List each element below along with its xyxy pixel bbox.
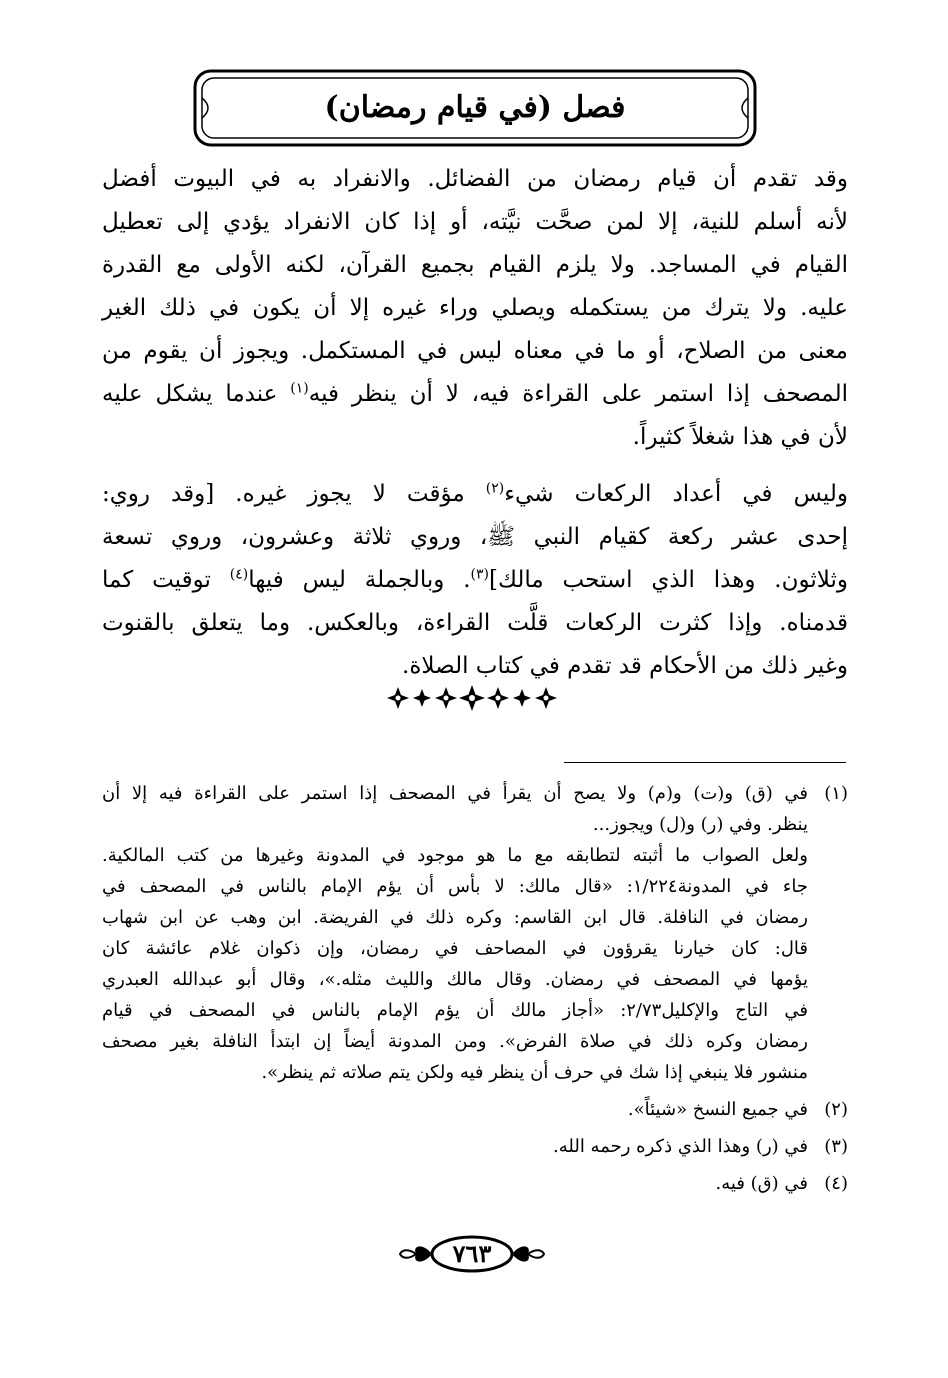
star-ornament-icon — [384, 680, 560, 716]
page-number-frame — [398, 1232, 546, 1276]
footnote-body: في (ر) وهذا الذي ذكره رحمه الله. — [553, 1136, 808, 1157]
text-segment: مؤقت لا يجوز غيره. [وقد روي: — [102, 481, 486, 507]
footnote-ref-4[interactable]: (٤) — [229, 566, 249, 583]
footnote-line: ولعل الصواب ما أثبته لتطابقه مع ما هو موجود في المدونة وغيرها من كتب المالكية. — [102, 845, 808, 866]
footnote-4 — [102, 1168, 848, 1199]
text-line: عليه. ولا يترك من يستكمله ويصلي وراء غيره إلا أن يكون في ذلك الغير — [102, 295, 848, 321]
footnote-body: في (ق) فيه. — [715, 1173, 808, 1194]
footnote-ref-2[interactable]: (٢) — [485, 480, 505, 497]
footnote-ref-3[interactable]: (٣) — [470, 566, 489, 583]
footnote-1-continuation — [102, 840, 848, 1088]
text-segment: وثلاثون. وهذا الذي استحب مالك] — [489, 567, 849, 593]
footnote-body: في جميع النسخ «شيئاً». — [627, 1099, 808, 1120]
chapter-title: فصل (في قيام رمضان) — [324, 90, 626, 125]
section-end-ornament — [384, 680, 560, 716]
footnote-line: في التاج والإكليل٢/٧٣: «أجاز مالك أن يؤم الإمام بالناس في المصحف في قيام — [102, 1000, 808, 1021]
footnote-ref-1[interactable]: (١) — [290, 380, 309, 397]
footnote-3 — [102, 1131, 848, 1162]
text-line: معنى من الصلاح، أو ما في معناه ليس في المستكمل. ويجوز أن يقوم من — [102, 338, 848, 364]
text-line — [102, 473, 848, 516]
paragraph-1 — [102, 158, 848, 459]
text-line: وقد تقدم أن قيام رمضان من الفضائل. والانفراد به في البيوت أفضل — [102, 166, 848, 192]
text-line: القيام في المساجد. ولا يلزم القيام بجميع القرآن، لكنه الأولى مع القدرة — [102, 252, 848, 278]
footnote-line: منشور فلا ينبغي إذا شك في حرف أن ينظر فيه ولكن يتم صلاته ثم ينظر». — [261, 1062, 808, 1083]
footnote-body — [102, 778, 808, 840]
text-line — [102, 373, 848, 416]
footnote-1 — [102, 778, 848, 840]
main-text — [102, 158, 848, 688]
text-line: لأن في هذا شغلاً كثيراً. — [632, 424, 848, 450]
footnote-number: (٤) — [824, 1173, 848, 1194]
paragraph-2 — [102, 473, 848, 688]
text-line: إحدى عشر ركعة كقيام النبي ﷺ، وروي ثلاثة وعشرون، وروي تسعة — [102, 524, 848, 550]
footnote-line: جاء في المدونة١/٢٢٤: «قال مالك: لا بأس أن يؤم الإمام بالناس في المصحف في — [102, 876, 808, 897]
footnote-line: يؤمها في المصحف في رمضان. وقال مالك والليث مثله.»، وقال أبو عبدالله العبدري — [102, 969, 808, 990]
footnotes — [102, 778, 848, 1199]
text-line: لأنه أسلم للنية، إلا لمن صحَّت نيَّته، أو إذا كان الانفراد يؤدي إلى تعطيل — [102, 209, 848, 235]
text-segment: وليس في أعداد الركعات شيء — [504, 481, 848, 507]
footnote-line: رمضان وكره ذلك في صلاة الفرض». ومن المدونة أيضاً إن ابتدأ النافلة بغير مصحف — [102, 1031, 808, 1052]
text-line — [102, 559, 848, 602]
footnote-line: ينظر. وفي (ر) و(ل) ويجوز... — [592, 814, 808, 835]
chapter-title-frame — [192, 68, 758, 148]
text-segment: توقيت كما — [102, 567, 230, 593]
footnote-line: قال: كان خيارنا يقرؤون في المصاحف في رمضان، وإن ذكوان غلام عائشة كان — [102, 938, 808, 959]
footnote-line: رمضان في النافلة. قال ابن القاسم: وكره ذلك في الفريضة. ابن وهب عن ابن شهاب — [102, 907, 808, 928]
footnote-number: (١) — [824, 783, 848, 804]
page-number: ٧٦٣ — [452, 1239, 492, 1268]
footnote-separator — [564, 762, 846, 763]
footnote-2 — [102, 1094, 848, 1125]
footnote-number: (٣) — [824, 1136, 848, 1157]
text-segment: . وبالجملة ليس فيها — [248, 567, 471, 593]
footnote-number: (٢) — [824, 1099, 848, 1120]
text-line: قدمناه. وإذا كثرت الركعات قلَّت القراءة، وبالعكس. وما يتعلق بالقنوت — [102, 610, 848, 636]
footnote-line: في (ق) و(ت) و(م) ولا يصح أن يقرأ في المصحف إذا استمر على القراءة فيه إلا أن — [102, 783, 808, 804]
text-line: وغير ذلك من الأحكام قد تقدم في كتاب الصلاة. — [402, 653, 848, 679]
text-segment: عندما يشكل عليه — [102, 381, 291, 407]
text-segment: المصحف إذا استمر على القراءة فيه، لا أن ينظر فيه — [308, 381, 848, 407]
